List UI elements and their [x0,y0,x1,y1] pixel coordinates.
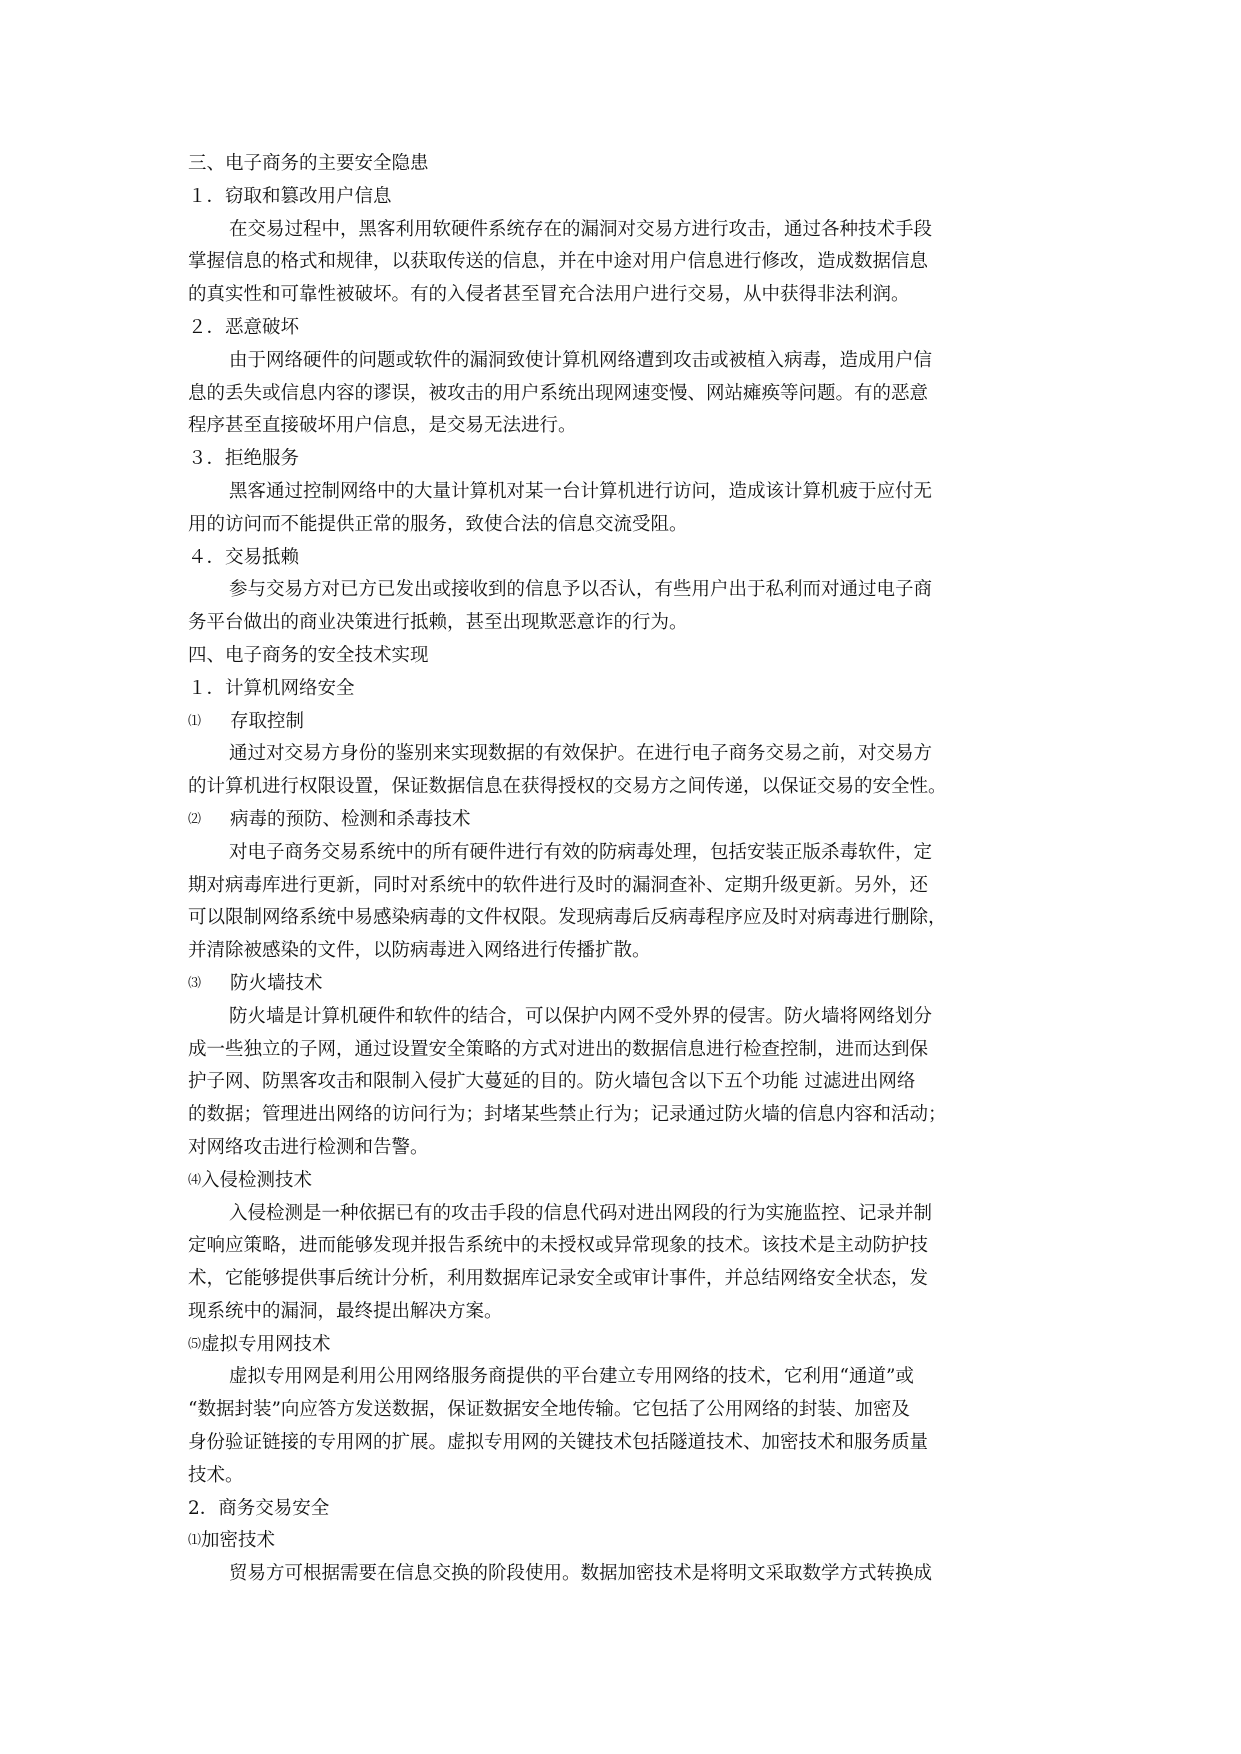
section-heading: 三、电子商务的主要安全隐患 [188,153,429,174]
paragraph-first-line: 在交易过程中，黑客利用软硬件系统存在的漏洞对交易方进行攻击，通过各种技术手段 [229,218,933,240]
subsection-title: 加密技术 [201,1530,276,1552]
paragraph-line: 的真实性和可靠性被破坏。有的入侵者甚至冒充合法用户进行交易，从中获得非法利润。 [188,284,910,306]
subsection-title: 存取控制 [230,710,305,732]
numbered-item-heading: １．计算机网络安全 [188,677,355,699]
subsection-title: 入侵检测技术 [201,1169,313,1191]
subsection-title: 防火墙技术 [230,972,323,994]
subsection-heading [188,1329,1065,1362]
paragraph-first-line: 对电子商务交易系统中的所有硬件进行有效的防病毒处理，包括安装正版杀毒软件，定 [229,841,933,863]
paragraph-first-line: 贸易方可根据需要在信息交换的阶段使用。数据加密技术是将明文采取数学方式转换成 [229,1563,933,1585]
paragraph-line: 务平台做出的商业决策进行抵赖，甚至出现欺恶意诈的行为。 [188,612,688,634]
paragraph-first-line: 参与交易方对已方已发出或接收到的信息予以否认，有些用户出于私利而对通过电子商 [229,579,933,601]
section-heading: 四、电子商务的安全技术实现 [188,644,429,666]
subsection-number: ⑷ [188,1172,202,1188]
paragraph-line: “数据封装”向应答方发送数据，保证数据安全地传输。它包括了公用网络的封装、加密及 [188,1399,910,1421]
subsection-number: ⑴ [188,1533,202,1549]
paragraph-first-line: 通过对交易方身份的鉴别来实现数据的有效保护。在进行电子商务交易之前，对交易方 [229,743,933,765]
subsection-title: 虚拟专用网技术 [201,1333,331,1355]
subsection-number: ⑵ [188,811,202,827]
paragraph-line: 身份验证链接的专用网的扩展。虚拟专用网的关键技术包括隧道技术、加密技术和服务质量 [188,1432,929,1454]
paragraph-line: 护子网、防黑客攻击和限制入侵扩大蔓延的目的。防火墙包含以下五个功能 过滤进出网络 [188,1071,916,1093]
subsection-number: ⑸ [188,1336,202,1352]
subsection-number: ⑶ [188,975,202,991]
paragraph-line: 对网络攻击进行检测和告警。 [188,1136,429,1158]
subsection-heading [188,1165,1065,1198]
paragraph-line: 可以限制网络系统中易感染病毒的文件权限。发现病毒后反病毒程序应及时对病毒进行删除， [188,907,947,929]
paragraph-line: 用的访问而不能提供正常的服务，致使合法的信息交流受阻。 [188,513,688,535]
paragraph-line: 息的丢失或信息内容的谬误，被攻击的用户系统出现网速变慢、网站瘫痪等问题。有的恶意 [188,382,929,404]
paragraph-line: 术，它能够提供事后统计分析，利用数据库记录安全或审计事件，并总结网络安全状态，发 [188,1268,929,1290]
paragraph-line: 现系统中的漏洞，最终提出解决方案。 [188,1300,503,1322]
subsection-heading [188,1525,1065,1558]
paragraph-line: 的计算机进行权限设置，保证数据信息在获得授权的交易方之间传递，以保证交易的安全性。 [188,776,947,798]
subsection-heading [188,706,1065,739]
subsection-number: ⑴ [188,713,202,729]
subsection-title: 病毒的预防、检测和杀毒技术 [230,808,471,830]
numbered-item-heading: 2．商务交易安全 [188,1497,330,1519]
subsection-heading [188,968,1065,1001]
numbered-item-heading: ４．交易抵赖 [188,546,300,568]
paragraph-first-line: 虚拟专用网是利用公用网络服务商提供的平台建立专用网络的技术，它利用“通道”或 [229,1366,914,1388]
paragraph-first-line: 由于网络硬件的问题或软件的漏洞致使计算机网络遭到攻击或被植入病毒，造成用户信 [229,349,933,371]
subsection-heading [188,804,1065,837]
paragraph-line: 掌握信息的格式和规律，以获取传送的信息，并在中途对用户信息进行修改，造成数据信息 [188,251,929,273]
paragraph-line: 成一些独立的子网，通过设置安全策略的方式对进出的数据信息进行检查控制，进而达到保 [188,1038,929,1060]
document-body [188,148,1065,1591]
numbered-item-heading: ３．拒绝服务 [188,448,300,470]
paragraph-line: 技术。 [188,1464,244,1486]
numbered-item-heading: ２．恶意破坏 [188,316,300,338]
paragraph-line: 程序甚至直接破坏用户信息，是交易无法进行。 [188,415,577,437]
paragraph-first-line: 防火墙是计算机硬件和软件的结合，可以保护内网不受外界的侵害。防火墙将网络划分 [229,1005,933,1027]
paragraph-first-line: 入侵检测是一种依据已有的攻击手段的信息代码对进出网段的行为实施监控、记录并制 [229,1202,933,1224]
paragraph-line: 期对病毒库进行更新，同时对系统中的软件进行及时的漏洞查补、定期升级更新。另外，还 [188,874,929,896]
numbered-item-heading: １．窃取和篡改用户信息 [188,185,392,207]
paragraph-line: 并清除被感染的文件，以防病毒进入网络进行传播扩散。 [188,940,651,962]
paragraph-line: 定响应策略，进而能够发现并报告系统中的未授权或异常现象的技术。该技术是主动防护技 [188,1235,929,1257]
paragraph-line: 的数据；管理进出网络的访问行为；封堵某些禁止行为；记录通过防火墙的信息内容和活动； [188,1104,947,1126]
paragraph-first-line: 黑客通过控制网络中的大量计算机对某一台计算机进行访问，造成该计算机疲于应付无 [229,480,933,502]
